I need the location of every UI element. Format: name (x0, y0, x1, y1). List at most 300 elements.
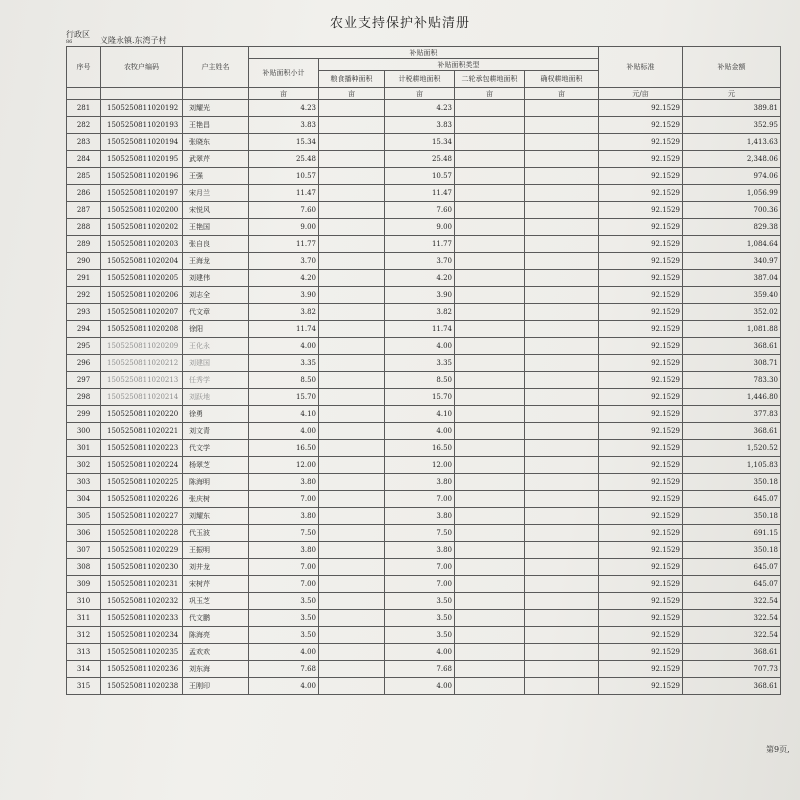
cell-tax-area: 3.50 (385, 627, 455, 644)
cell-standard: 92.1529 (599, 525, 683, 542)
cell-grain-area (319, 593, 385, 610)
cell-farmer-code: 1505250811020236 (101, 661, 183, 678)
cell-farmer-code: 1505250811020205 (101, 270, 183, 287)
cell-farmer-code: 1505250811020197 (101, 185, 183, 202)
cell-grain-area (319, 168, 385, 185)
cell-owner-name: 王海龙 (183, 253, 249, 270)
cell-contract-area (455, 661, 525, 678)
cell-rights-area (525, 593, 599, 610)
table-row (67, 661, 781, 678)
cell-tax-area: 3.80 (385, 508, 455, 525)
subsidy-table (66, 46, 781, 695)
cell-tax-area: 4.10 (385, 406, 455, 423)
unit-amount: 元 (683, 88, 781, 100)
cell-seq: 308 (67, 559, 101, 576)
cell-farmer-code: 1505250811020200 (101, 202, 183, 219)
table-row (67, 525, 781, 542)
table-row (67, 219, 781, 236)
page-number: 第9页, (766, 745, 790, 754)
cell-farmer-code: 1505250811020213 (101, 372, 183, 389)
cell-area-total: 3.80 (249, 542, 319, 559)
cell-contract-area (455, 202, 525, 219)
cell-standard: 92.1529 (599, 185, 683, 202)
cell-contract-area (455, 372, 525, 389)
cell-seq: 306 (67, 525, 101, 542)
cell-standard: 92.1529 (599, 406, 683, 423)
cell-contract-area (455, 168, 525, 185)
cell-seq: 295 (67, 338, 101, 355)
cell-standard: 92.1529 (599, 202, 683, 219)
cell-farmer-code: 1505250811020202 (101, 219, 183, 236)
cell-owner-name: 宋悦风 (183, 202, 249, 219)
cell-standard: 92.1529 (599, 389, 683, 406)
cell-contract-area (455, 219, 525, 236)
cell-seq: 303 (67, 474, 101, 491)
cell-grain-area (319, 627, 385, 644)
cell-seq: 298 (67, 389, 101, 406)
cell-owner-name: 徐勇 (183, 406, 249, 423)
cell-rights-area (525, 576, 599, 593)
cell-amount: 350.18 (683, 474, 781, 491)
cell-seq: 311 (67, 610, 101, 627)
cell-rights-area (525, 661, 599, 678)
cell-standard: 92.1529 (599, 627, 683, 644)
table-row (67, 627, 781, 644)
cell-contract-area (455, 457, 525, 474)
table-row (67, 304, 781, 321)
cell-grain-area (319, 338, 385, 355)
cell-area-total: 7.50 (249, 525, 319, 542)
cell-tax-area: 11.77 (385, 236, 455, 253)
cell-amount: 350.18 (683, 508, 781, 525)
cell-tax-area: 7.60 (385, 202, 455, 219)
cell-amount: 359.40 (683, 287, 781, 304)
cell-owner-name: 孟欢欢 (183, 644, 249, 661)
cell-owner-name: 宋树芹 (183, 576, 249, 593)
cell-seq: 296 (67, 355, 101, 372)
cell-tax-area: 25.48 (385, 151, 455, 168)
cell-area-total: 3.50 (249, 627, 319, 644)
cell-owner-name: 宋月兰 (183, 185, 249, 202)
cell-seq: 302 (67, 457, 101, 474)
cell-grain-area (319, 661, 385, 678)
cell-rights-area (525, 151, 599, 168)
cell-owner-name: 王振明 (183, 542, 249, 559)
cell-amount: 829.38 (683, 219, 781, 236)
unit-contract: 亩 (455, 88, 525, 100)
cell-tax-area: 3.50 (385, 610, 455, 627)
cell-rights-area (525, 627, 599, 644)
cell-owner-name: 徐阳 (183, 321, 249, 338)
cell-contract-area (455, 389, 525, 406)
cell-standard: 92.1529 (599, 168, 683, 185)
cell-tax-area: 3.35 (385, 355, 455, 372)
cell-standard: 92.1529 (599, 661, 683, 678)
cell-owner-name: 陈海亮 (183, 627, 249, 644)
cell-standard: 92.1529 (599, 457, 683, 474)
cell-contract-area (455, 287, 525, 304)
cell-amount: 322.54 (683, 627, 781, 644)
cell-contract-area (455, 423, 525, 440)
cell-contract-area (455, 100, 525, 117)
cell-owner-name: 代文学 (183, 440, 249, 457)
cell-area-total: 4.00 (249, 644, 319, 661)
table-row (67, 270, 781, 287)
cell-amount: 645.07 (683, 491, 781, 508)
cell-standard: 92.1529 (599, 338, 683, 355)
cell-contract-area (455, 304, 525, 321)
header-subsidy-area: 补贴面积 (249, 47, 599, 59)
cell-farmer-code: 1505250811020238 (101, 678, 183, 695)
cell-farmer-code: 1505250811020208 (101, 321, 183, 338)
cell-tax-area: 3.80 (385, 542, 455, 559)
cell-area-total: 11.77 (249, 236, 319, 253)
cell-contract-area (455, 593, 525, 610)
cell-standard: 92.1529 (599, 440, 683, 457)
cell-grain-area (319, 525, 385, 542)
cell-rights-area (525, 117, 599, 134)
cell-seq: 307 (67, 542, 101, 559)
cell-rights-area (525, 508, 599, 525)
cell-tax-area: 9.00 (385, 219, 455, 236)
table-row (67, 508, 781, 525)
cell-area-total: 12.00 (249, 457, 319, 474)
cell-owner-name: 刘跃地 (183, 389, 249, 406)
table-row (67, 406, 781, 423)
cell-owner-name: 张自良 (183, 236, 249, 253)
cell-seq: 304 (67, 491, 101, 508)
cell-area-total: 8.50 (249, 372, 319, 389)
cell-contract-area (455, 253, 525, 270)
cell-rights-area (525, 474, 599, 491)
cell-area-total: 9.00 (249, 219, 319, 236)
cell-contract-area (455, 610, 525, 627)
cell-standard: 92.1529 (599, 270, 683, 287)
cell-area-total: 4.00 (249, 678, 319, 695)
cell-tax-area: 7.50 (385, 525, 455, 542)
cell-amount: 1,081.88 (683, 321, 781, 338)
cell-grain-area (319, 457, 385, 474)
cell-grain-area (319, 236, 385, 253)
cell-farmer-code: 1505250811020214 (101, 389, 183, 406)
cell-area-total: 7.60 (249, 202, 319, 219)
cell-contract-area (455, 627, 525, 644)
cell-amount: 645.07 (683, 576, 781, 593)
cell-seq: 281 (67, 100, 101, 117)
cell-amount: 974.06 (683, 168, 781, 185)
cell-seq: 288 (67, 219, 101, 236)
cell-tax-area: 7.68 (385, 661, 455, 678)
cell-area-total: 11.74 (249, 321, 319, 338)
table-row (67, 474, 781, 491)
table-row (67, 168, 781, 185)
cell-grain-area (319, 644, 385, 661)
cell-amount: 387.04 (683, 270, 781, 287)
cell-farmer-code: 1505250811020234 (101, 627, 183, 644)
cell-owner-name: 刘文青 (183, 423, 249, 440)
cell-tax-area: 4.00 (385, 423, 455, 440)
cell-standard: 92.1529 (599, 610, 683, 627)
region-code: 86 (66, 39, 73, 45)
cell-grain-area (319, 508, 385, 525)
cell-grain-area (319, 321, 385, 338)
cell-rights-area (525, 236, 599, 253)
cell-owner-name: 刘东海 (183, 661, 249, 678)
cell-seq: 291 (67, 270, 101, 287)
cell-owner-name: 刘建伟 (183, 270, 249, 287)
cell-rights-area (525, 678, 599, 695)
cell-farmer-code: 1505250811020193 (101, 117, 183, 134)
table-row (67, 355, 781, 372)
cell-tax-area: 3.83 (385, 117, 455, 134)
cell-area-total: 4.00 (249, 338, 319, 355)
cell-standard: 92.1529 (599, 559, 683, 576)
cell-tax-area: 11.74 (385, 321, 455, 338)
cell-owner-name: 刘志全 (183, 287, 249, 304)
cell-standard: 92.1529 (599, 304, 683, 321)
cell-tax-area: 15.70 (385, 389, 455, 406)
cell-contract-area (455, 491, 525, 508)
table-row (67, 338, 781, 355)
cell-tax-area: 11.47 (385, 185, 455, 202)
cell-owner-name: 巩玉芝 (183, 593, 249, 610)
table-row (67, 100, 781, 117)
cell-farmer-code: 1505250811020228 (101, 525, 183, 542)
cell-seq: 290 (67, 253, 101, 270)
cell-farmer-code: 1505250811020206 (101, 287, 183, 304)
cell-grain-area (319, 304, 385, 321)
cell-seq: 312 (67, 627, 101, 644)
header-grain-area: 粮食播种面积 (319, 71, 385, 88)
cell-rights-area (525, 423, 599, 440)
cell-amount: 352.95 (683, 117, 781, 134)
cell-rights-area (525, 389, 599, 406)
cell-grain-area (319, 355, 385, 372)
cell-farmer-code: 1505250811020204 (101, 253, 183, 270)
cell-grain-area (319, 253, 385, 270)
cell-amount: 368.61 (683, 338, 781, 355)
cell-farmer-code: 1505250811020192 (101, 100, 183, 117)
cell-seq: 286 (67, 185, 101, 202)
header-rights-area: 确权耕地面积 (525, 71, 599, 88)
table-row (67, 559, 781, 576)
cell-grain-area (319, 406, 385, 423)
cell-owner-name: 刘井龙 (183, 559, 249, 576)
table-row (67, 287, 781, 304)
cell-area-total: 11.47 (249, 185, 319, 202)
cell-grain-area (319, 117, 385, 134)
cell-rights-area (525, 134, 599, 151)
cell-seq: 297 (67, 372, 101, 389)
cell-area-total: 4.00 (249, 423, 319, 440)
cell-area-total: 3.50 (249, 593, 319, 610)
cell-area-total: 15.34 (249, 134, 319, 151)
header-tax-area: 计税耕地面积 (385, 71, 455, 88)
cell-rights-area (525, 440, 599, 457)
table-row (67, 491, 781, 508)
cell-owner-name: 王艳国 (183, 219, 249, 236)
cell-seq: 284 (67, 151, 101, 168)
unit-rights: 亩 (525, 88, 599, 100)
cell-grain-area (319, 287, 385, 304)
cell-owner-name: 王强 (183, 168, 249, 185)
cell-grain-area (319, 491, 385, 508)
cell-grain-area (319, 423, 385, 440)
header-area-types: 补贴面积类型 (319, 59, 599, 71)
cell-rights-area (525, 559, 599, 576)
cell-standard: 92.1529 (599, 134, 683, 151)
cell-farmer-code: 1505250811020196 (101, 168, 183, 185)
cell-contract-area (455, 321, 525, 338)
cell-contract-area (455, 236, 525, 253)
header-owner-name: 户主姓名 (183, 47, 249, 88)
cell-area-total: 7.68 (249, 661, 319, 678)
cell-area-total: 3.80 (249, 508, 319, 525)
cell-seq: 305 (67, 508, 101, 525)
cell-contract-area (455, 270, 525, 287)
cell-rights-area (525, 610, 599, 627)
region-label-text: 行政区 (66, 30, 90, 39)
cell-contract-area (455, 406, 525, 423)
cell-amount: 645.07 (683, 559, 781, 576)
unit-tax: 亩 (385, 88, 455, 100)
cell-grain-area (319, 202, 385, 219)
cell-seq: 292 (67, 287, 101, 304)
cell-owner-name: 代玉波 (183, 525, 249, 542)
cell-grain-area (319, 542, 385, 559)
cell-seq: 315 (67, 678, 101, 695)
cell-farmer-code: 1505250811020194 (101, 134, 183, 151)
cell-seq: 300 (67, 423, 101, 440)
cell-area-total: 10.57 (249, 168, 319, 185)
table-row (67, 457, 781, 474)
cell-tax-area: 7.00 (385, 576, 455, 593)
cell-owner-name: 刘建国 (183, 355, 249, 372)
cell-grain-area (319, 219, 385, 236)
cell-amount: 1,084.64 (683, 236, 781, 253)
table-row (67, 202, 781, 219)
cell-standard: 92.1529 (599, 117, 683, 134)
cell-owner-name: 杨翠芝 (183, 457, 249, 474)
cell-farmer-code: 1505250811020220 (101, 406, 183, 423)
cell-seq: 310 (67, 593, 101, 610)
cell-standard: 92.1529 (599, 542, 683, 559)
cell-amount: 340.97 (683, 253, 781, 270)
cell-rights-area (525, 644, 599, 661)
cell-owner-name: 刘耀东 (183, 508, 249, 525)
cell-grain-area (319, 474, 385, 491)
cell-rights-area (525, 406, 599, 423)
cell-standard: 92.1529 (599, 576, 683, 593)
cell-area-total: 16.50 (249, 440, 319, 457)
cell-rights-area (525, 542, 599, 559)
cell-contract-area (455, 134, 525, 151)
table-row (67, 576, 781, 593)
cell-amount: 368.61 (683, 644, 781, 661)
cell-seq: 287 (67, 202, 101, 219)
unit-empty (183, 88, 249, 100)
cell-seq: 313 (67, 644, 101, 661)
cell-farmer-code: 1505250811020203 (101, 236, 183, 253)
cell-seq: 301 (67, 440, 101, 457)
cell-farmer-code: 1505250811020226 (101, 491, 183, 508)
cell-grain-area (319, 185, 385, 202)
unit-empty (67, 88, 101, 100)
cell-amount: 1,446.80 (683, 389, 781, 406)
cell-farmer-code: 1505250811020209 (101, 338, 183, 355)
table-row (67, 253, 781, 270)
cell-tax-area: 12.00 (385, 457, 455, 474)
cell-area-total: 3.80 (249, 474, 319, 491)
cell-amount: 322.54 (683, 610, 781, 627)
cell-rights-area (525, 100, 599, 117)
cell-amount: 1,413.63 (683, 134, 781, 151)
cell-tax-area: 3.90 (385, 287, 455, 304)
table-row (67, 423, 781, 440)
unit-total: 亩 (249, 88, 319, 100)
cell-area-total: 3.82 (249, 304, 319, 321)
cell-seq: 294 (67, 321, 101, 338)
cell-rights-area (525, 219, 599, 236)
cell-tax-area: 7.00 (385, 491, 455, 508)
cell-rights-area (525, 338, 599, 355)
cell-grain-area (319, 576, 385, 593)
cell-area-total: 3.50 (249, 610, 319, 627)
cell-rights-area (525, 168, 599, 185)
table-row (67, 151, 781, 168)
cell-rights-area (525, 457, 599, 474)
cell-standard: 92.1529 (599, 287, 683, 304)
cell-owner-name: 王化永 (183, 338, 249, 355)
cell-contract-area (455, 678, 525, 695)
cell-farmer-code: 1505250811020232 (101, 593, 183, 610)
table-row (67, 678, 781, 695)
cell-amount: 308.71 (683, 355, 781, 372)
cell-amount: 350.18 (683, 542, 781, 559)
table-row (67, 593, 781, 610)
cell-standard: 92.1529 (599, 474, 683, 491)
cell-standard: 92.1529 (599, 236, 683, 253)
cell-amount: 352.02 (683, 304, 781, 321)
cell-grain-area (319, 440, 385, 457)
cell-amount: 1,520.52 (683, 440, 781, 457)
header-standard: 补贴标准 (599, 47, 683, 88)
cell-farmer-code: 1505250811020225 (101, 474, 183, 491)
header-area-total: 补贴面积小计 (249, 59, 319, 88)
cell-owner-name: 武翠芹 (183, 151, 249, 168)
table-row (67, 134, 781, 151)
cell-grain-area (319, 372, 385, 389)
cell-tax-area: 7.00 (385, 559, 455, 576)
cell-area-total: 25.48 (249, 151, 319, 168)
cell-amount: 1,105.83 (683, 457, 781, 474)
cell-standard: 92.1529 (599, 321, 683, 338)
cell-owner-name: 陈海明 (183, 474, 249, 491)
cell-contract-area (455, 525, 525, 542)
cell-tax-area: 16.50 (385, 440, 455, 457)
cell-amount: 1,056.99 (683, 185, 781, 202)
cell-contract-area (455, 576, 525, 593)
cell-area-total: 15.70 (249, 389, 319, 406)
cell-area-total: 3.35 (249, 355, 319, 372)
cell-amount: 2,348.06 (683, 151, 781, 168)
cell-seq: 314 (67, 661, 101, 678)
table-row (67, 542, 781, 559)
cell-standard: 92.1529 (599, 355, 683, 372)
cell-farmer-code: 1505250811020207 (101, 304, 183, 321)
cell-amount: 377.83 (683, 406, 781, 423)
cell-amount: 368.61 (683, 423, 781, 440)
